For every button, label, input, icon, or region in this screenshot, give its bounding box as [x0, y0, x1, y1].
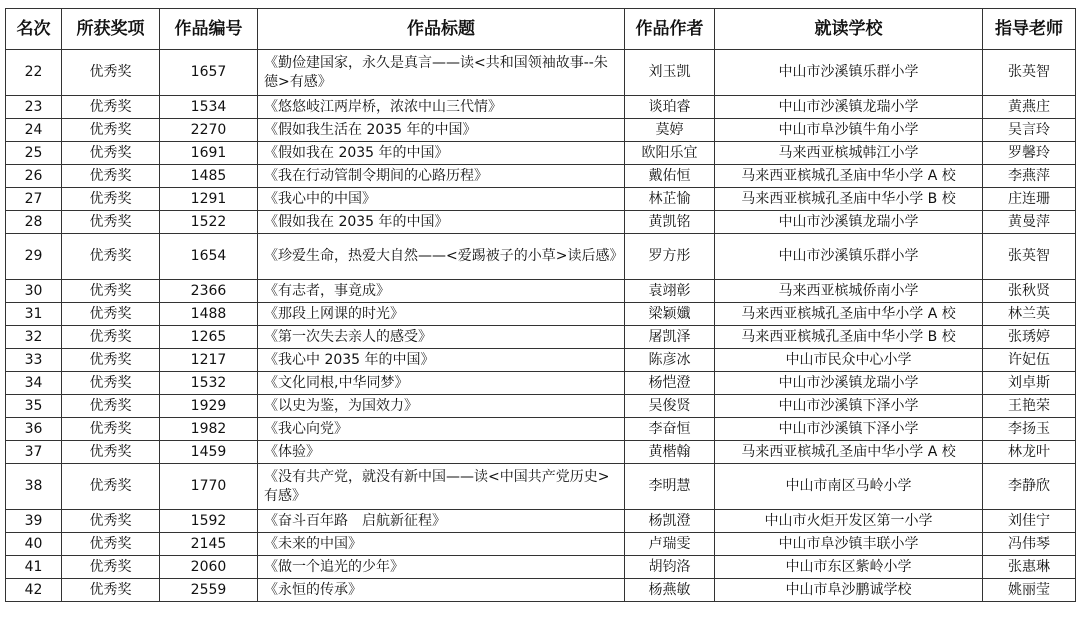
cell-work-id: 1982 [160, 418, 258, 441]
cell-author: 刘玉凯 [625, 50, 715, 96]
cell-author: 陈彦冰 [625, 349, 715, 372]
table-row [6, 96, 1076, 119]
cell-award: 优秀奖 [62, 510, 160, 533]
cell-work-id: 2145 [160, 533, 258, 556]
cell-author: 杨凯澄 [625, 510, 715, 533]
cell-author: 戴佑恒 [625, 165, 715, 188]
cell-rank: 40 [6, 533, 62, 556]
cell-work-id: 1534 [160, 96, 258, 119]
cell-teacher: 张秋贤 [983, 280, 1076, 303]
cell-work-id: 1770 [160, 464, 258, 510]
cell-award: 优秀奖 [62, 96, 160, 119]
cell-teacher: 李静欣 [983, 464, 1076, 510]
cell-school: 中山市东区紫岭小学 [715, 556, 983, 579]
cell-work-id: 1654 [160, 234, 258, 280]
table-row [6, 280, 1076, 303]
cell-rank: 31 [6, 303, 62, 326]
cell-school: 中山市阜沙镇牛角小学 [715, 119, 983, 142]
cell-work-id: 1532 [160, 372, 258, 395]
cell-award: 优秀奖 [62, 280, 160, 303]
cell-title: 《以史为鉴，为国效力》 [258, 395, 625, 418]
cell-teacher: 庄连珊 [983, 188, 1076, 211]
cell-award: 优秀奖 [62, 234, 160, 280]
award-list-sheet [5, 8, 1075, 602]
cell-award: 优秀奖 [62, 326, 160, 349]
cell-teacher: 姚丽莹 [983, 579, 1076, 602]
cell-work-id: 1522 [160, 211, 258, 234]
cell-school: 中山市沙溪镇乐群小学 [715, 234, 983, 280]
cell-school: 中山市民众中心小学 [715, 349, 983, 372]
cell-rank: 25 [6, 142, 62, 165]
cell-teacher: 刘佳宁 [983, 510, 1076, 533]
table-row [6, 464, 1076, 510]
cell-title: 《永恒的传承》 [258, 579, 625, 602]
cell-school: 中山市阜沙鹏诚学校 [715, 579, 983, 602]
table-row [6, 533, 1076, 556]
cell-rank: 29 [6, 234, 62, 280]
table-row [6, 510, 1076, 533]
cell-author: 屠凯泽 [625, 326, 715, 349]
cell-school: 中山市沙溪镇下泽小学 [715, 418, 983, 441]
header-school: 就读学校 [715, 9, 983, 50]
cell-title: 《珍爱生命，热爱大自然——<爱踢被子的小草>读后感》 [258, 234, 625, 280]
cell-school: 马来西亚槟城孔圣庙中华小学 A 校 [715, 165, 983, 188]
cell-school: 马来西亚槟城孔圣庙中华小学 B 校 [715, 326, 983, 349]
table-row [6, 211, 1076, 234]
cell-teacher: 林龙叶 [983, 441, 1076, 464]
cell-rank: 28 [6, 211, 62, 234]
cell-author: 杨燕敏 [625, 579, 715, 602]
cell-author: 吴俊贤 [625, 395, 715, 418]
table-row [6, 556, 1076, 579]
cell-author: 梁颖孅 [625, 303, 715, 326]
cell-award: 优秀奖 [62, 418, 160, 441]
cell-school: 中山市沙溪镇乐群小学 [715, 50, 983, 96]
cell-award: 优秀奖 [62, 372, 160, 395]
cell-teacher: 黄燕庄 [983, 96, 1076, 119]
cell-rank: 37 [6, 441, 62, 464]
cell-school: 中山市沙溪镇龙瑞小学 [715, 96, 983, 119]
cell-author: 莫婷 [625, 119, 715, 142]
cell-title: 《第一次失去亲人的感受》 [258, 326, 625, 349]
cell-award: 优秀奖 [62, 119, 160, 142]
cell-rank: 30 [6, 280, 62, 303]
cell-teacher: 罗馨玲 [983, 142, 1076, 165]
cell-award: 优秀奖 [62, 349, 160, 372]
cell-school: 马来西亚槟城侨南小学 [715, 280, 983, 303]
cell-author: 林芷愉 [625, 188, 715, 211]
table-row [6, 188, 1076, 211]
cell-teacher: 张琇婷 [983, 326, 1076, 349]
header-author: 作品作者 [625, 9, 715, 50]
table-row [6, 326, 1076, 349]
table-header [6, 9, 1076, 50]
cell-author: 杨恺澄 [625, 372, 715, 395]
cell-title: 《未来的中国》 [258, 533, 625, 556]
cell-teacher: 李扬玉 [983, 418, 1076, 441]
cell-award: 优秀奖 [62, 533, 160, 556]
cell-teacher: 黄曼萍 [983, 211, 1076, 234]
cell-title: 《奋斗百年路 启航新征程》 [258, 510, 625, 533]
table-row [6, 50, 1076, 96]
cell-school: 中山市火炬开发区第一小学 [715, 510, 983, 533]
cell-title: 《没有共产党，就没有新中国——读<中国共产党历史>有感》 [258, 464, 625, 510]
cell-teacher: 张惠琳 [983, 556, 1076, 579]
cell-author: 黄楷翰 [625, 441, 715, 464]
cell-author: 欧阳乐宜 [625, 142, 715, 165]
table-row [6, 441, 1076, 464]
cell-rank: 23 [6, 96, 62, 119]
award-table [5, 8, 1076, 602]
cell-rank: 41 [6, 556, 62, 579]
cell-teacher: 张英智 [983, 234, 1076, 280]
cell-title: 《悠悠岐江两岸桥，浓浓中山三代情》 [258, 96, 625, 119]
header-award: 所获奖项 [62, 9, 160, 50]
header-work-id: 作品编号 [160, 9, 258, 50]
cell-work-id: 1291 [160, 188, 258, 211]
cell-school: 马来西亚槟城韩江小学 [715, 142, 983, 165]
cell-award: 优秀奖 [62, 50, 160, 96]
cell-author: 李奋恒 [625, 418, 715, 441]
cell-teacher: 张英智 [983, 50, 1076, 96]
table-row [6, 349, 1076, 372]
cell-author: 罗方彤 [625, 234, 715, 280]
cell-title: 《我心中的中国》 [258, 188, 625, 211]
cell-teacher: 王艳荣 [983, 395, 1076, 418]
cell-work-id: 1488 [160, 303, 258, 326]
cell-author: 胡钧洛 [625, 556, 715, 579]
header-rank: 名次 [6, 9, 62, 50]
cell-teacher: 吴言玲 [983, 119, 1076, 142]
table-row [6, 119, 1076, 142]
cell-author: 谈珀睿 [625, 96, 715, 119]
header-teacher: 指导老师 [983, 9, 1076, 50]
header-title: 作品标题 [258, 9, 625, 50]
cell-school: 中山市沙溪镇龙瑞小学 [715, 372, 983, 395]
cell-title: 《我心中 2035 年的中国》 [258, 349, 625, 372]
table-body [6, 50, 1076, 602]
cell-title: 《体验》 [258, 441, 625, 464]
cell-rank: 35 [6, 395, 62, 418]
cell-title: 《做一个追光的少年》 [258, 556, 625, 579]
table-row [6, 165, 1076, 188]
table-row [6, 579, 1076, 602]
cell-rank: 38 [6, 464, 62, 510]
cell-school: 中山市南区马岭小学 [715, 464, 983, 510]
cell-rank: 39 [6, 510, 62, 533]
cell-award: 优秀奖 [62, 188, 160, 211]
cell-title: 《我心向党》 [258, 418, 625, 441]
cell-rank: 22 [6, 50, 62, 96]
cell-rank: 33 [6, 349, 62, 372]
cell-work-id: 2270 [160, 119, 258, 142]
cell-rank: 32 [6, 326, 62, 349]
cell-award: 优秀奖 [62, 211, 160, 234]
cell-school: 马来西亚槟城孔圣庙中华小学 A 校 [715, 303, 983, 326]
cell-work-id: 1459 [160, 441, 258, 464]
cell-award: 优秀奖 [62, 142, 160, 165]
cell-rank: 42 [6, 579, 62, 602]
cell-award: 优秀奖 [62, 303, 160, 326]
cell-work-id: 1485 [160, 165, 258, 188]
header-row [6, 9, 1076, 50]
cell-rank: 36 [6, 418, 62, 441]
table-row [6, 372, 1076, 395]
cell-title: 《那段上网课的时光》 [258, 303, 625, 326]
table-row [6, 234, 1076, 280]
cell-work-id: 1929 [160, 395, 258, 418]
cell-title: 《勤俭建国家，永久是真言——读<共和国领袖故事--朱德>有感》 [258, 50, 625, 96]
cell-title: 《假如我在 2035 年的中国》 [258, 211, 625, 234]
cell-teacher: 林兰英 [983, 303, 1076, 326]
cell-title: 《有志者，事竟成》 [258, 280, 625, 303]
cell-author: 李明慧 [625, 464, 715, 510]
cell-work-id: 2366 [160, 280, 258, 303]
cell-title: 《文化同根,中华同梦》 [258, 372, 625, 395]
table-row [6, 142, 1076, 165]
cell-author: 黄凯铭 [625, 211, 715, 234]
cell-teacher: 李燕萍 [983, 165, 1076, 188]
cell-author: 卢瑞雯 [625, 533, 715, 556]
cell-rank: 34 [6, 372, 62, 395]
cell-author: 袁翊彰 [625, 280, 715, 303]
cell-title: 《假如我生活在 2035 年的中国》 [258, 119, 625, 142]
cell-award: 优秀奖 [62, 556, 160, 579]
cell-school: 中山市阜沙镇丰联小学 [715, 533, 983, 556]
cell-award: 优秀奖 [62, 579, 160, 602]
cell-work-id: 1691 [160, 142, 258, 165]
cell-rank: 27 [6, 188, 62, 211]
cell-rank: 26 [6, 165, 62, 188]
cell-school: 中山市沙溪镇下泽小学 [715, 395, 983, 418]
cell-award: 优秀奖 [62, 165, 160, 188]
cell-title: 《假如我在 2035 年的中国》 [258, 142, 625, 165]
cell-work-id: 2559 [160, 579, 258, 602]
cell-school: 中山市沙溪镇龙瑞小学 [715, 211, 983, 234]
cell-work-id: 1265 [160, 326, 258, 349]
cell-award: 优秀奖 [62, 441, 160, 464]
cell-work-id: 1657 [160, 50, 258, 96]
cell-teacher: 刘卓斯 [983, 372, 1076, 395]
cell-work-id: 1592 [160, 510, 258, 533]
cell-rank: 24 [6, 119, 62, 142]
cell-school: 马来西亚槟城孔圣庙中华小学 A 校 [715, 441, 983, 464]
table-row [6, 303, 1076, 326]
table-row [6, 395, 1076, 418]
cell-title: 《我在行动管制令期间的心路历程》 [258, 165, 625, 188]
cell-teacher: 许妃伍 [983, 349, 1076, 372]
cell-work-id: 1217 [160, 349, 258, 372]
table-row [6, 418, 1076, 441]
cell-teacher: 冯伟琴 [983, 533, 1076, 556]
cell-award: 优秀奖 [62, 464, 160, 510]
cell-work-id: 2060 [160, 556, 258, 579]
cell-award: 优秀奖 [62, 395, 160, 418]
cell-school: 马来西亚槟城孔圣庙中华小学 B 校 [715, 188, 983, 211]
